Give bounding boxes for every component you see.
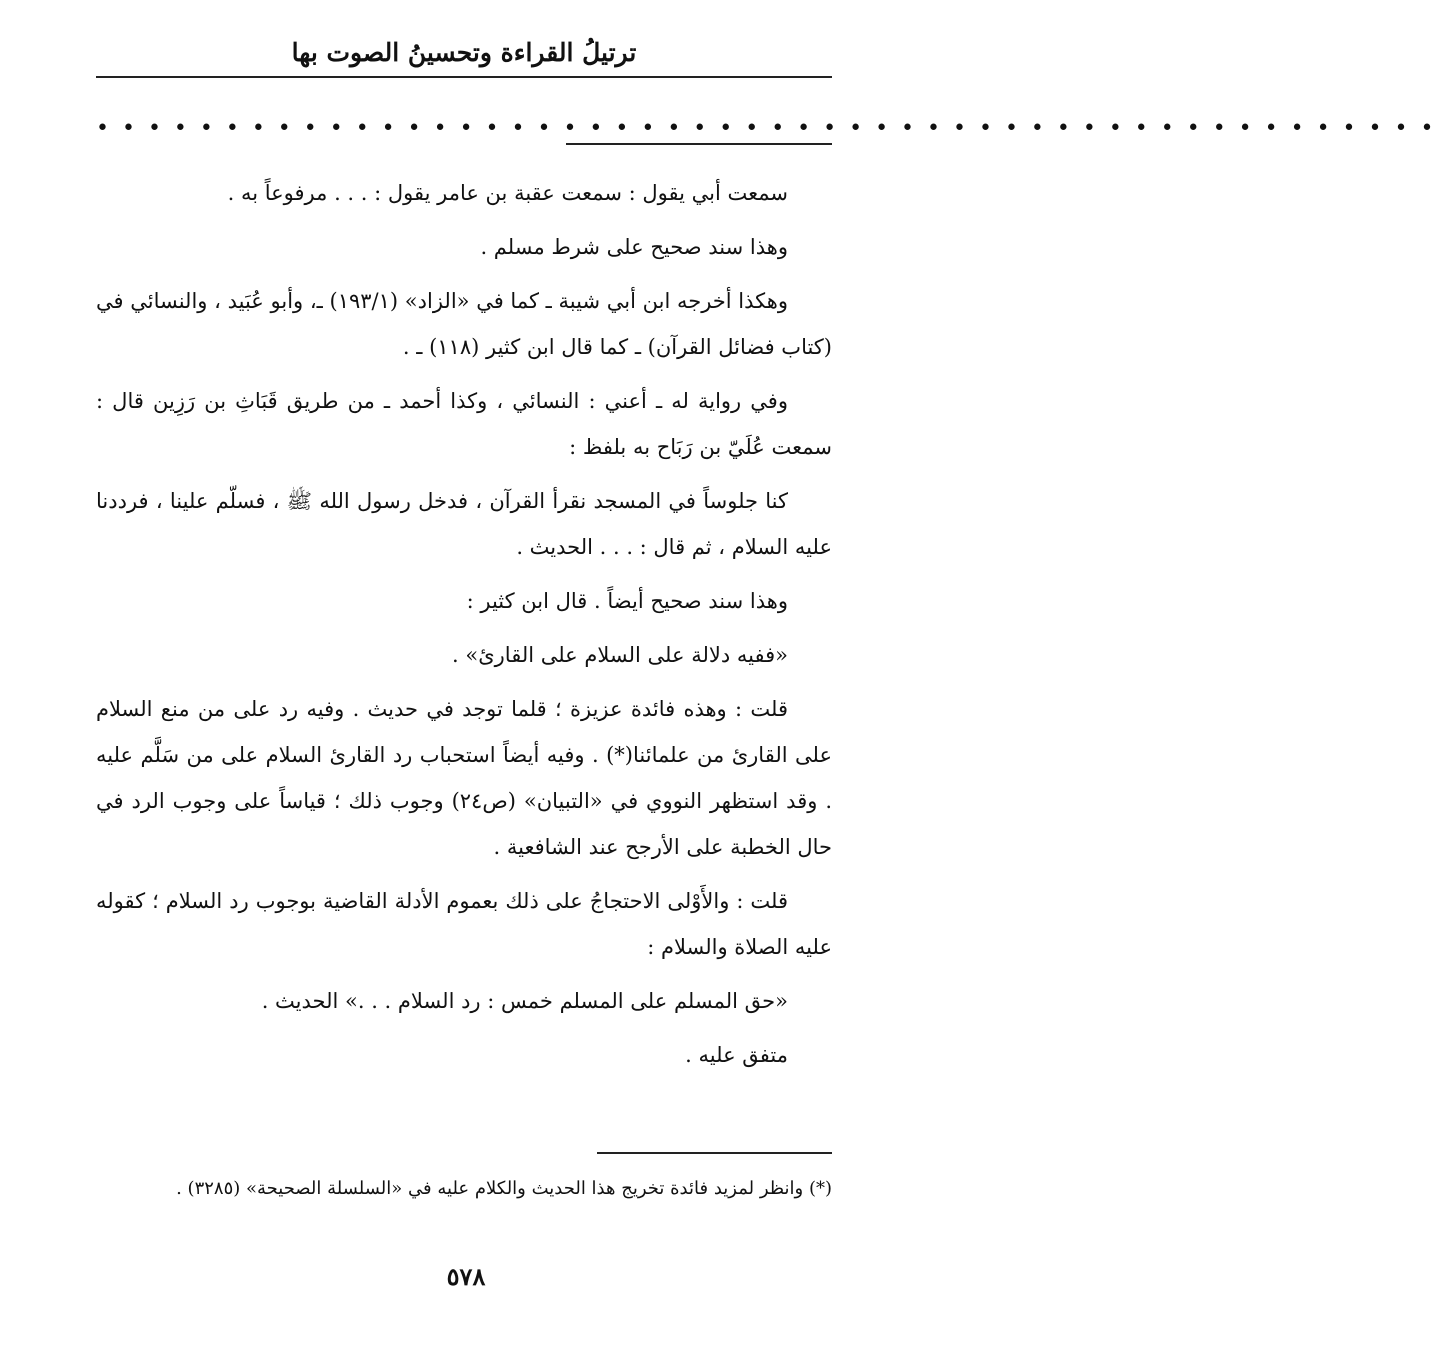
paragraph: وهذا سند صحيح على شرط مسلم . xyxy=(480,235,788,259)
header-rule xyxy=(96,76,832,78)
footnote-rule xyxy=(597,1152,832,1154)
paragraph: وهكذا أخرجه ابن أبي شيبة ـ كما في «الزاد» (١٩٣/١) ـ، وأبو عُبَيد ، والنسائي في (كتاب فضائل القرآن) ـ كما قال ابن كثير (١١٨) ـ . xyxy=(96,289,832,359)
paragraph: قلت : والأَوْلى الاحتجاجُ على ذلك بعموم الأدلة القاضية بوجوب رد السلام ؛ كقوله عليه الصلاة والسلام : xyxy=(96,889,832,959)
quoted-hadith: «حق المسلم على المسلم خمس : رد السلام . . .» الحديث . xyxy=(261,989,788,1013)
separator-rule xyxy=(566,143,832,145)
paragraph: وهذا سند صحيح أيضاً . قال ابن كثير : xyxy=(466,589,788,613)
paragraph: وفي رواية له ـ أعني : النسائي ، وكذا أحمد ـ من طريق قَبَاثِ بن رَزِين قال : سمعت عُلَيّ بن رَبَاح به بلفظ : xyxy=(96,389,832,459)
page-number: ٥٧٨ xyxy=(446,1262,486,1291)
quoted-hadith: كنا جلوساً في المسجد نقرأ القرآن ، فدخل رسول الله ﷺ ، فسلّم علينا ، فرددنا عليه السلام ، ثم قال : . . . الحديث . xyxy=(96,489,832,559)
footnote: (*) وانظر لمزيد فائدة تخريج هذا الحديث والكلام عليه في «السلسلة الصحيحة» (٣٢٨٥) . xyxy=(176,1178,832,1199)
page-header-title: ترتيلُ القراءة وتحسينُ الصوت بها xyxy=(291,38,637,67)
paragraph: متفق عليه . xyxy=(685,1043,788,1067)
paragraph: قلت : وهذه فائدة عزيزة ؛ قلما توجد في حديث . وفيه رد على من منع السلام على القارئ من علمائنا(*) . وفيه أيضاً استحباب رد القارئ السلام على من سَلَّم عليه . وقد استظهر النووي في «التبيان» (ص٢٤) وجوب ذلك ؛ قياساً على وجوب الرد في حال الخطبة على الأرجح عند الشافعية . xyxy=(96,697,832,859)
dotted-separator: • • • • • • • • • • • • • • • • • • • • • • • • • • • • • • • • • • • • • • • • • • • • • • • • • • • • xyxy=(96,116,1436,141)
paragraph: سمعت أبي يقول : سمعت عقبة بن عامر يقول : . . . مرفوعاً به . xyxy=(227,181,788,205)
quotation: «ففيه دلالة على السلام على القارئ» . xyxy=(452,643,788,667)
body-text xyxy=(96,170,832,1086)
